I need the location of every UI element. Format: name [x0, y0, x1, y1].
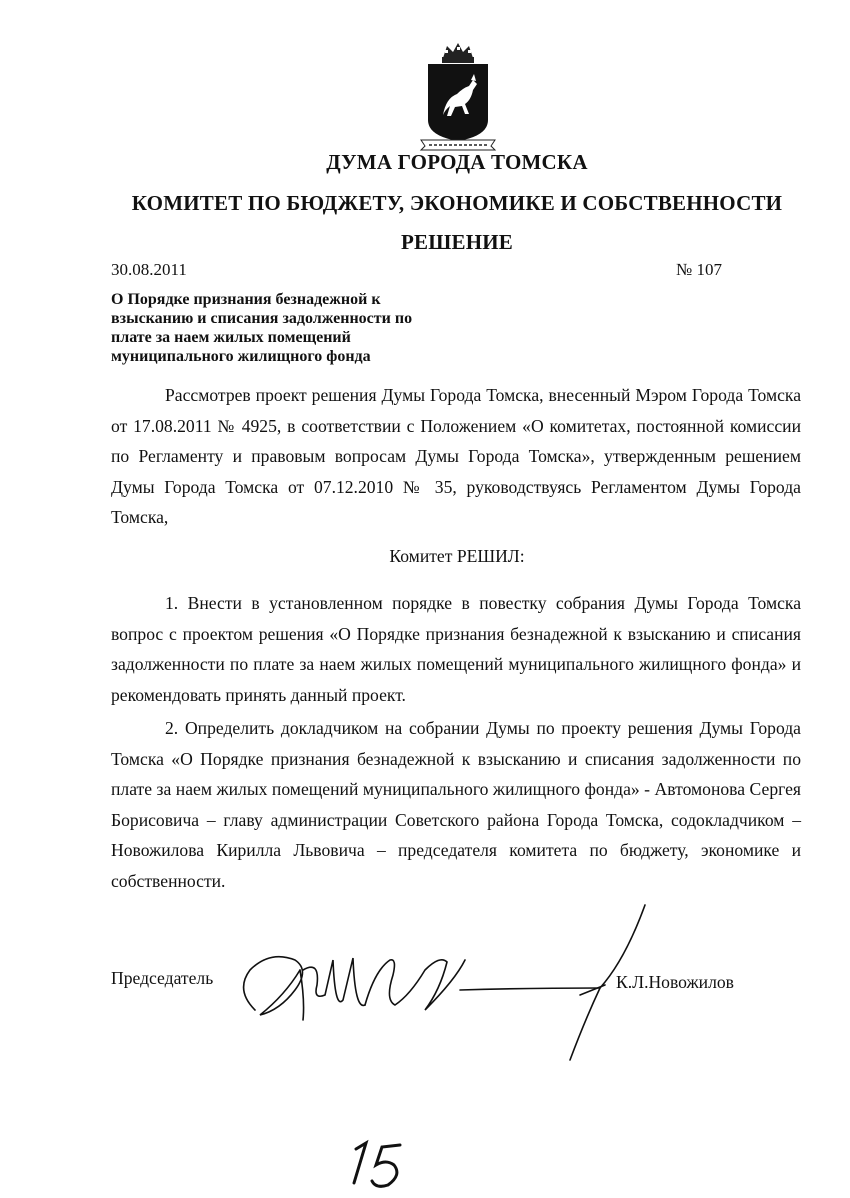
- document-date: 30.08.2011: [111, 260, 187, 279]
- document-number: № 107: [676, 260, 722, 279]
- intro-paragraph: [111, 380, 801, 533]
- resolution-item: 2. Определить докладчиком на собрании Думы по проекту решения Думы Города Томска «О Порядке признания безнадежной к взысканию и списания задолженности по плате за наем жилых помещений муниципального жилищного фонда» - Автомонова Сергея Борисовича – главу администрации Советского района Города Томска, содокладчиком – Новожилова Кирилла Львовича – председателя комитета по бюджету, экономике и собственности.: [111, 718, 801, 891]
- chair-name: К.Л.Новожилов: [616, 972, 734, 992]
- document-type: РЕШЕНИЕ: [401, 230, 513, 254]
- resolution-items: [111, 588, 801, 899]
- coat-of-arms-icon: [413, 40, 503, 152]
- handwritten-signature-icon: [225, 900, 665, 1070]
- duma-title: ДУМА ГОРОДА ТОМСКА: [326, 150, 588, 174]
- chair-label: Председатель: [111, 968, 214, 988]
- resolved-heading: Комитет РЕШИЛ:: [389, 546, 525, 566]
- committee-title: КОМИТЕТ ПО БЮДЖЕТУ, ЭКОНОМИКЕ И СОБСТВЕННОСТИ: [131, 191, 783, 215]
- page-number: [342, 1135, 422, 1190]
- resolution-item: 1. Внести в установленном порядке в повестку собрания Думы Города Томска вопрос с проектом решения «О Порядке признания безнадежной к взысканию и списания задолженности по плате за наем жилых помещений муниципального жилищного фонда» и рекомендовать принять данный проект.: [111, 593, 801, 705]
- intro-text: Рассмотрев проект решения Думы Города Томска, внесенный Мэром Города Томска от 17.08.2011 № 4925, в соответствии с Положением «О комитетах, постоянной комиссии по Регламенту и правовым вопросам Думы Города Томска», утвержденным решением Думы Города Томска от 07.12.2010 № 35, руководствуясь Регламентом Думы Города Томска,: [111, 385, 801, 527]
- document-subject: О Порядке признания безнадежной к взысканию и списания задолженности по плате за наем жилых помещений муниципального жилищного фонда: [111, 291, 413, 365]
